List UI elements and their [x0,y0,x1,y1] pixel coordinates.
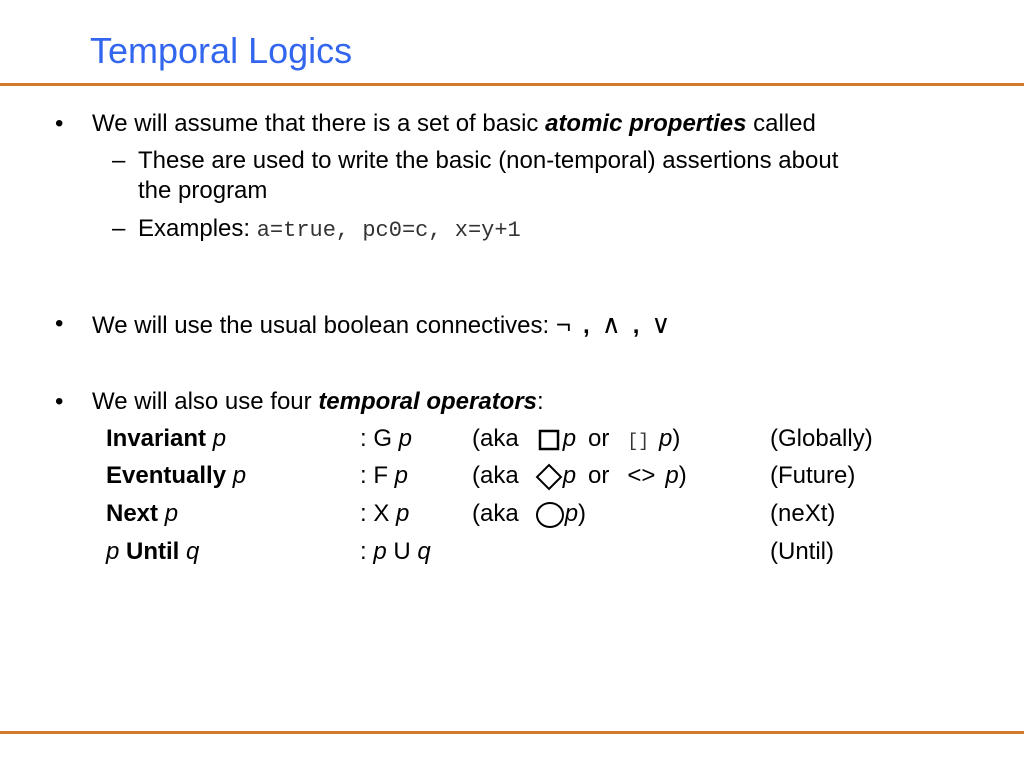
operator-name-eventually [106,461,246,491]
operator-name-invariant [106,424,226,454]
operator-meaning-eventually: (Future) [770,462,856,489]
operator-keyword: Next [106,500,159,527]
operator-name-until [106,537,199,567]
operator-def-next [360,499,409,529]
diamond-icon [535,463,563,491]
bullet-1-text-before: We will assume that there is a set of basic [92,110,546,137]
def-variable: p [373,538,387,565]
aka-prefix: (aka [472,425,519,452]
aka-or: or [588,462,610,489]
aka-variable: p [562,425,577,452]
def-middle: U [386,538,418,565]
aka-variable: p [564,500,579,527]
bullet-3-text-before: We will also use four [92,388,319,415]
aka-variable: p [659,425,673,452]
def-variable: p [396,500,410,527]
bullet-marker: • [55,388,64,415]
def-prefix: : [360,538,374,565]
def-variable: p [398,425,413,452]
operator-meaning-until: (Until) [770,538,834,565]
title-divider [0,83,1024,86]
separator: , [583,312,590,339]
examples-code: a=true, pc0=c, x=y+1 [256,218,521,243]
separator: , [632,312,640,339]
operator-keyword: Invariant [106,425,207,452]
bullet-2-text [92,309,670,341]
def-variable: p [394,462,409,489]
operator-variable: p [158,500,179,527]
def-variable: q [417,538,431,565]
sub-bullet-1-line-1: These are used to write the basic (non-temporal) assertions about [138,147,839,174]
operator-variable: p [106,538,127,565]
def-prefix: : X [360,500,397,527]
sub-bullet-1-line-2: the program [138,177,268,204]
examples-label: Examples: [138,215,257,242]
def-prefix: : G [360,425,399,452]
page-title: Temporal Logics [90,30,353,71]
aka-ascii: [] [627,432,649,452]
bullet-1-emphasis: atomic properties [545,110,747,137]
bullet-1-text [92,109,816,139]
operator-def-eventually [360,461,408,491]
operator-keyword: Eventually [106,462,227,489]
bullet-2-label: We will use the usual boolean connectives: [92,312,556,339]
aka-variable: p [665,462,679,489]
aka-or: or [588,425,610,452]
operator-variable: p [206,425,227,452]
bullet-marker: • [55,110,64,137]
aka-prefix: (aka [472,462,519,489]
box-icon [537,428,561,452]
operator-keyword: Until [126,538,180,565]
bullet-3-text-after: : [537,388,544,415]
bullet-3-text [92,387,544,417]
aka-ascii: <> [627,462,656,489]
and-symbol: ∧ [601,309,621,339]
operator-aka-invariant [472,424,680,457]
operator-name-next [106,499,178,529]
operator-def-invariant [360,424,412,454]
operator-variable: p [226,462,247,489]
bullet-marker: • [55,310,64,337]
circle-icon [535,501,565,529]
bullet-1-text-after: called [746,110,816,137]
operator-variable: q [179,538,200,565]
operator-meaning-next: (neXt) [770,500,836,527]
operator-def-until [360,537,431,567]
operator-meaning-invariant: (Globally) [770,425,873,452]
aka-prefix: (aka [472,500,519,527]
def-prefix: : F [360,462,395,489]
sub-bullet-2 [138,214,521,246]
aka-close: ) [678,462,687,489]
operator-aka-eventually [472,461,687,491]
not-symbol: ¬ [555,309,572,339]
dash-marker: – [112,215,126,242]
aka-close: ) [578,500,587,527]
aka-variable: p [562,462,577,489]
operator-aka-next [472,499,586,529]
dash-marker: – [112,147,126,174]
or-symbol: ∨ [651,309,671,339]
bullet-3-emphasis: temporal operators [318,388,538,415]
aka-close: ) [672,425,681,452]
footer-divider [0,731,1024,734]
